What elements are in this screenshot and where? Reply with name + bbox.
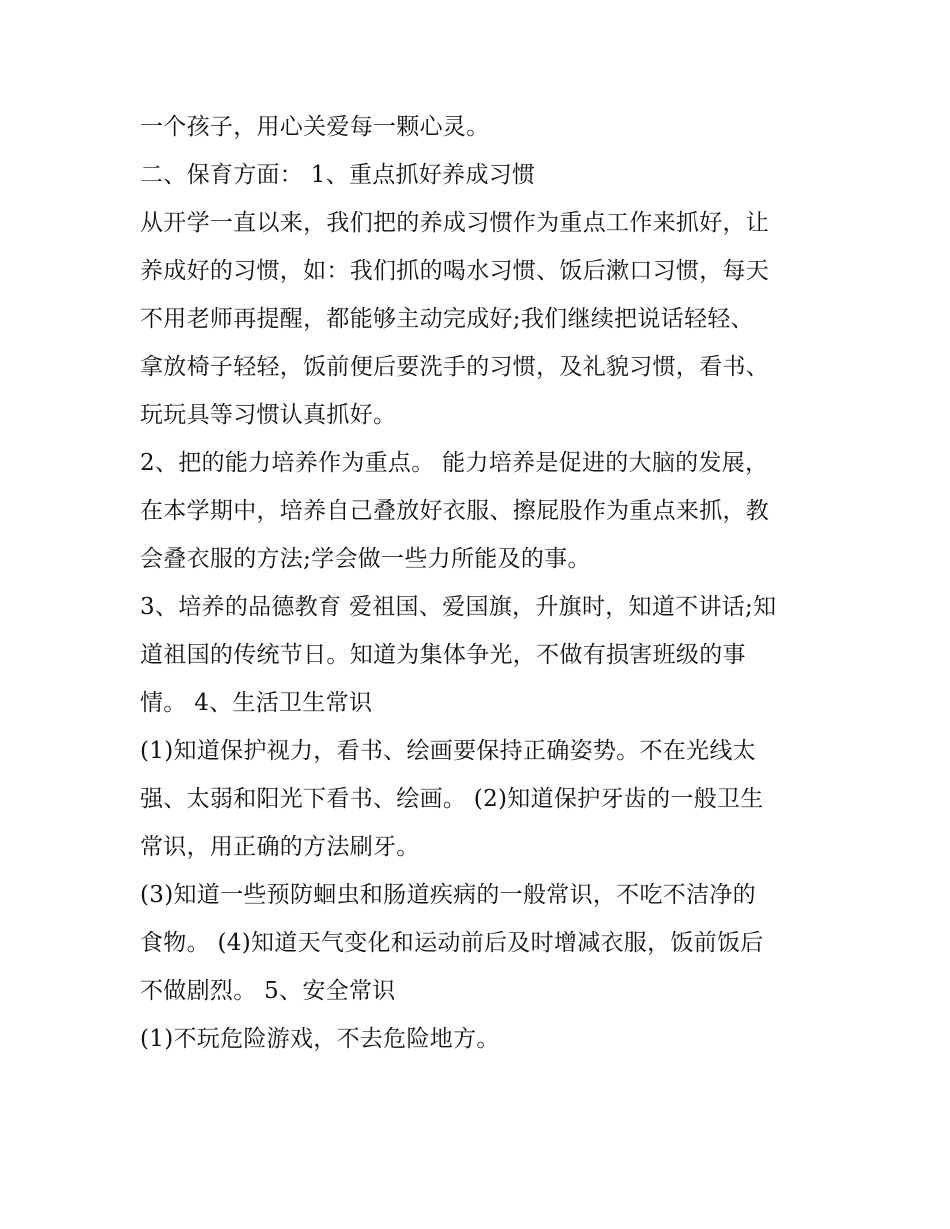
- text-line: (3)知道一些预防蛔虫和肠道疾病的一般常识，不吃不洁净的: [140, 882, 756, 908]
- text-line: 从开学一直以来，我们把的养成习惯作为重点工作来抓好，让: [140, 210, 770, 236]
- text-line: 玩玩具等习惯认真抓好。: [140, 402, 397, 428]
- text-line: 不用老师再提醒，都能够主动完成好;我们继续把说话轻轻、: [140, 306, 754, 332]
- text-line: (1)知道保护视力，看书、绘画要保持正确姿势。不在光线太: [140, 738, 756, 764]
- text-line: (1)不玩危险游戏，不去危险地方。: [140, 1026, 500, 1052]
- text-line: 在本学期中，培养自己叠放好衣服、擦屁股作为重点来抓，教: [140, 498, 770, 524]
- document-body: [140, 108, 820, 1059]
- text-line: 道祖国的传统节日。知道为集体争光，不做有损害班级的事: [140, 642, 746, 668]
- text-line: 不做剧烈。 5、安全常识: [140, 978, 396, 1004]
- text-line: 二、保育方面： 1、重点抓好养成习惯: [140, 162, 536, 188]
- text-line: 3、培养的品德教育 爱祖国、爱国旗，升旗时，知道不讲话;知: [140, 594, 777, 620]
- text-line: 拿放椅子轻轻，饭前便后要洗手的习惯，及礼貌习惯，看书、: [140, 354, 770, 380]
- text-line: 食物。 (4)知道天气变化和运动前后及时增减衣服，饭前饭后: [140, 930, 764, 956]
- text-line: 养成好的习惯，如：我们抓的喝水习惯、饭后漱口习惯，每天: [140, 258, 770, 284]
- text-line: 常识，用正确的方法刷牙。: [140, 834, 420, 860]
- text-line: 情。 4、生活卫生常识: [140, 690, 373, 716]
- text-line: 一个孩子，用心关爱每一颗心灵。: [140, 114, 490, 140]
- text-line: 会叠衣服的方法;学会做一些力所能及的事。: [140, 546, 591, 572]
- text-line: 强、太弱和阳光下看书、绘画。 (2)知道保护牙齿的一般卫生: [140, 786, 764, 812]
- text-line: 2、把的能力培养作为重点。 能力培养是促进的大脑的发展，: [140, 450, 769, 476]
